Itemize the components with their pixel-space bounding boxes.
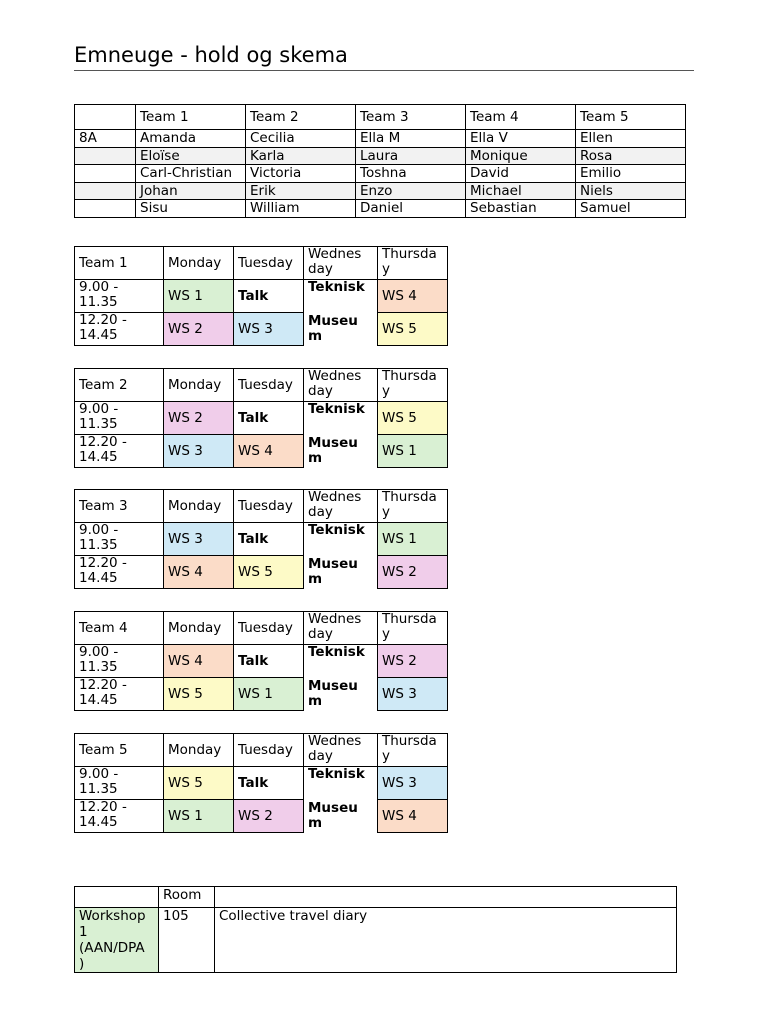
roster-header-cell: Team 2 (246, 105, 356, 130)
talk-cell: Talk (234, 767, 304, 800)
excursion-cell: Teknisk (308, 644, 365, 660)
time-slot-cell: 9.00 - 11.35 (75, 767, 164, 800)
time-slot-row (75, 645, 448, 678)
student-name-cell: Rosa (576, 147, 686, 165)
time-slot-cell: 12.20 - 14.45 (75, 435, 164, 468)
day-header-monday: Monday (164, 612, 234, 645)
student-name-cell: Sebastian (466, 200, 576, 218)
time-slot-cell: 9.00 - 11.35 (75, 645, 164, 678)
student-name-cell: Carl-Christian (136, 165, 246, 183)
student-name-cell: David (466, 165, 576, 183)
team-name-cell: Team 1 (75, 247, 164, 280)
excursion-cell: Teknisk (308, 766, 365, 782)
workshop-name-cell: Workshop 1 (AAN/DPA ) (75, 908, 159, 973)
workshop-table (74, 886, 677, 973)
student-name-cell: Erik (246, 182, 356, 200)
team-schedule-table (74, 611, 448, 711)
schedule-header-row (75, 369, 448, 402)
time-slot-cell: 9.00 - 11.35 (75, 523, 164, 556)
talk-cell: Talk (234, 523, 304, 556)
team-name-cell: Team 3 (75, 490, 164, 523)
day-header-wednesday: Wednes day (304, 247, 378, 280)
workshop-header-row (75, 887, 677, 908)
class-cell (75, 147, 136, 165)
session-cell: WS 3 (164, 523, 234, 556)
session-cell: WS 3 (378, 678, 448, 711)
excursion-cell: Museu m (308, 313, 358, 344)
student-name-cell: Johan (136, 182, 246, 200)
time-slot-cell: 12.20 - 14.45 (75, 556, 164, 589)
schedule-header-row (75, 247, 448, 280)
session-cell: WS 2 (234, 800, 304, 833)
team-name-cell: Team 2 (75, 369, 164, 402)
session-cell: WS 1 (378, 435, 448, 468)
session-cell: WS 3 (234, 313, 304, 346)
session-cell: WS 1 (164, 280, 234, 313)
student-name-cell: Victoria (246, 165, 356, 183)
session-cell: WS 4 (234, 435, 304, 468)
roster-header-cell: Team 3 (356, 105, 466, 130)
day-header-monday: Monday (164, 369, 234, 402)
student-name-cell: Emilio (576, 165, 686, 183)
class-cell: 8A (75, 130, 136, 148)
class-cell (75, 165, 136, 183)
roster-header-cell (75, 105, 136, 130)
student-name-cell: Laura (356, 147, 466, 165)
excursion-cell: Museu m (308, 435, 358, 466)
session-cell: WS 2 (164, 402, 234, 435)
team-name-cell: Team 4 (75, 612, 164, 645)
excursion-cell: Museu m (308, 800, 358, 831)
student-name-cell: Daniel (356, 200, 466, 218)
day-header-wednesday: Wednes day (304, 369, 378, 402)
team-schedule-table (74, 733, 448, 833)
roster-row (75, 130, 686, 148)
day-header-tuesday: Tuesday (234, 247, 304, 280)
roster-row (75, 182, 686, 200)
session-cell: WS 1 (234, 678, 304, 711)
roster-row (75, 200, 686, 218)
workshop-header-cell (75, 887, 159, 908)
session-cell: WS 4 (164, 556, 234, 589)
roster-header-cell: Team 1 (136, 105, 246, 130)
schedule-header-row (75, 734, 448, 767)
workshop-description-cell: Collective travel diary (215, 908, 677, 973)
session-cell: WS 3 (378, 767, 448, 800)
time-slot-row (75, 678, 448, 711)
schedule-header-row (75, 612, 448, 645)
day-header-monday: Monday (164, 490, 234, 523)
team-schedule-table (74, 368, 448, 468)
time-slot-cell: 12.20 - 14.45 (75, 800, 164, 833)
team-schedule-table (74, 489, 448, 589)
excursion-cell: Teknisk (308, 279, 365, 295)
day-header-tuesday: Tuesday (234, 369, 304, 402)
day-header-tuesday: Tuesday (234, 734, 304, 767)
page-title: Emneuge - hold og skema (74, 42, 694, 71)
schedule-header-row (75, 490, 448, 523)
time-slot-cell: 12.20 - 14.45 (75, 678, 164, 711)
student-name-cell: Karla (246, 147, 356, 165)
day-header-thursday: Thursda y (378, 490, 448, 523)
class-cell (75, 200, 136, 218)
time-slot-row (75, 313, 448, 346)
student-name-cell: Sisu (136, 200, 246, 218)
time-slot-row (75, 523, 448, 556)
day-header-wednesday: Wednes day (304, 612, 378, 645)
session-cell: WS 4 (378, 280, 448, 313)
day-header-thursday: Thursda y (378, 369, 448, 402)
day-header-thursday: Thursda y (378, 247, 448, 280)
team-roster-table (74, 104, 686, 218)
class-cell (75, 182, 136, 200)
session-cell: WS 5 (378, 313, 448, 346)
time-slot-row (75, 767, 448, 800)
student-name-cell: Michael (466, 182, 576, 200)
session-cell: WS 5 (234, 556, 304, 589)
excursion-cell: Teknisk (308, 522, 365, 538)
student-name-cell: Ella V (466, 130, 576, 148)
excursion-cell: Teknisk (308, 401, 365, 417)
excursion-cell: Museu m (308, 678, 358, 709)
session-cell: WS 3 (164, 435, 234, 468)
session-cell: WS 2 (378, 556, 448, 589)
talk-cell: Talk (234, 402, 304, 435)
student-name-cell: Amanda (136, 130, 246, 148)
session-cell: WS 1 (164, 800, 234, 833)
time-slot-row (75, 435, 448, 468)
session-cell: WS 4 (164, 645, 234, 678)
roster-header-cell: Team 5 (576, 105, 686, 130)
day-header-thursday: Thursda y (378, 612, 448, 645)
day-header-monday: Monday (164, 734, 234, 767)
day-header-wednesday: Wednes day (304, 490, 378, 523)
roster-row (75, 147, 686, 165)
session-cell: WS 5 (164, 678, 234, 711)
student-name-cell: Eloïse (136, 147, 246, 165)
talk-cell: Talk (234, 280, 304, 313)
time-slot-cell: 9.00 - 11.35 (75, 402, 164, 435)
session-cell: WS 1 (378, 523, 448, 556)
day-header-tuesday: Tuesday (234, 490, 304, 523)
student-name-cell: Niels (576, 182, 686, 200)
workshop-header-cell (215, 887, 677, 908)
team-schedule-table (74, 246, 448, 346)
student-name-cell: Monique (466, 147, 576, 165)
workshop-header-cell: Room (159, 887, 215, 908)
student-name-cell: William (246, 200, 356, 218)
time-slot-row (75, 556, 448, 589)
student-name-cell: Ella M (356, 130, 466, 148)
session-cell: WS 5 (164, 767, 234, 800)
workshop-row (75, 908, 677, 973)
day-header-wednesday: Wednes day (304, 734, 378, 767)
time-slot-row (75, 800, 448, 833)
time-slot-cell: 9.00 - 11.35 (75, 280, 164, 313)
session-cell: WS 4 (378, 800, 448, 833)
day-header-tuesday: Tuesday (234, 612, 304, 645)
student-name-cell: Toshna (356, 165, 466, 183)
day-header-monday: Monday (164, 247, 234, 280)
session-cell: WS 5 (378, 402, 448, 435)
time-slot-cell: 12.20 - 14.45 (75, 313, 164, 346)
roster-header-row (75, 105, 686, 130)
student-name-cell: Cecilia (246, 130, 356, 148)
student-name-cell: Enzo (356, 182, 466, 200)
time-slot-row (75, 402, 448, 435)
session-cell: WS 2 (378, 645, 448, 678)
day-header-thursday: Thursda y (378, 734, 448, 767)
session-cell: WS 2 (164, 313, 234, 346)
roster-header-cell: Team 4 (466, 105, 576, 130)
time-slot-row (75, 280, 448, 313)
student-name-cell: Ellen (576, 130, 686, 148)
excursion-cell: Museu m (308, 556, 358, 587)
team-name-cell: Team 5 (75, 734, 164, 767)
room-cell: 105 (159, 908, 215, 973)
student-name-cell: Samuel (576, 200, 686, 218)
roster-row (75, 165, 686, 183)
talk-cell: Talk (234, 645, 304, 678)
